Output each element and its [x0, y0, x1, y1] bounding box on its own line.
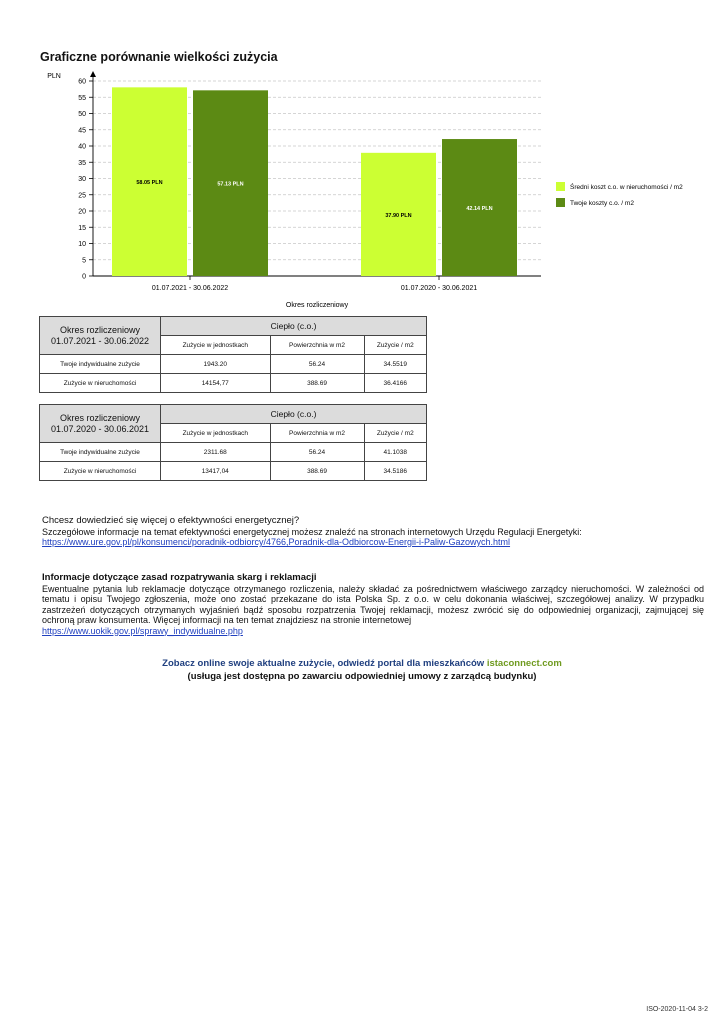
- portal-brand-link[interactable]: istaconnect.com: [486, 658, 562, 669]
- cell-value: 56.24: [270, 355, 364, 374]
- y-tick-label: 50: [78, 111, 86, 118]
- cell-value: 14154,77: [161, 374, 271, 393]
- period-cell: [40, 317, 161, 355]
- cell-value: 2311.68: [161, 443, 271, 462]
- column-header: Zużycie / m2: [364, 336, 426, 355]
- y-tick-label: 45: [78, 127, 86, 135]
- cell-value: 388.69: [270, 374, 364, 393]
- cell-value: 34.5186: [364, 462, 426, 481]
- cell-value: 1943.20: [161, 355, 271, 374]
- uokik-link[interactable]: https://www.uokik.gov.pl/sprawy_indywidualne.php: [42, 625, 243, 636]
- promo-text: Zobacz online swoje aktualne zużycie, odwiedź portal dla mieszkańców: [162, 658, 487, 669]
- document-code: ISO-2020-11-04 3-2: [646, 1006, 708, 1013]
- ure-link[interactable]: https://www.ure.gov.pl/pl/konsumenci/poradnik-odbiorcy/4766,Poradnik-dla-Odbiorcow-Energii-i-Paliw-Gazowych.html: [42, 537, 511, 547]
- table-row: [40, 443, 427, 462]
- legend-label: Średni koszt c.o. w nieruchomości / m2: [570, 184, 683, 191]
- legend-swatch: [556, 198, 565, 207]
- consumption-table-1: [39, 316, 427, 393]
- cell-value: 388.69: [270, 462, 364, 481]
- y-axis-arrow: [90, 71, 96, 77]
- bar-value-label: 58.05 PLN: [136, 180, 163, 187]
- y-tick-label: 40: [78, 143, 86, 151]
- portal-promo: [0, 658, 724, 682]
- x-tick-label: 01.07.2020 - 30.06.2021: [400, 285, 478, 292]
- table-row: [40, 462, 427, 481]
- y-tick-label: 35: [78, 159, 86, 167]
- row-label: Zużycie w nieruchomości: [40, 374, 161, 393]
- legend-label: Twoje koszty c.o. / m2: [570, 200, 634, 207]
- period-label: Okres rozliczeniowy: [59, 324, 141, 335]
- table-row: [40, 374, 427, 393]
- y-tick-label: 30: [78, 176, 86, 183]
- y-tick-label: 0: [82, 273, 86, 281]
- period-dates: 01.07.2021 - 30.06.2022: [50, 335, 150, 346]
- y-axis-label: PLN: [47, 73, 61, 80]
- column-header: Zużycie w jednostkach: [161, 336, 271, 355]
- column-header: Zużycie w jednostkach: [161, 424, 271, 443]
- consumption-bar-chart: [0, 0, 724, 320]
- heat-header: Ciepło (c.o.): [161, 317, 427, 336]
- page-title: Graficzne porównanie wielkości zużycia: [40, 50, 278, 64]
- period-cell: [40, 405, 161, 443]
- heat-header: Ciepło (c.o.): [161, 405, 427, 424]
- y-tick-label: 15: [78, 224, 86, 232]
- complaints-text: Ewentualne pytania lub reklamacje dotyczące otrzymanego rozliczenia, należy składać za pośrednictwem właściwego zarządcy nieruchomości. W zależności od tematu i opisu Twojego zgłoszenia, może ono zostać przekazane do ista Polska Sp. z o.o. w celu dokonania właściwej, szczegółowej analizy. W przypadku zastrzeżeń dotyczących otrzymanych wyjaśnień bądź sposobu rozpatrzenia Twojej reklamacji, możesz zwrócić się do odpowiedniej organizacji, zajmującej się ochroną praw konsumenta. Więcej informacji na ten temat znajdziesz na stronie internetowej: [42, 583, 704, 625]
- complaints-heading: Informacje dotyczące zasad rozpatrywania skarg i reklamacji: [42, 572, 317, 583]
- cell-value: 36.4166: [364, 374, 426, 393]
- bar-value-label: 57.13 PLN: [217, 181, 244, 188]
- y-tick-label: 5: [82, 257, 86, 265]
- period-dates: 01.07.2020 - 30.06.2021: [50, 423, 150, 434]
- efficiency-section: [42, 516, 704, 548]
- column-header: Zużycie / m2: [364, 424, 426, 443]
- row-label: Twoje indywidualne zużycie: [40, 443, 161, 462]
- cell-value: 41.1038: [364, 443, 426, 462]
- row-label: Twoje indywidualne zużycie: [40, 355, 161, 374]
- y-tick-label: 20: [78, 208, 86, 216]
- x-axis-label: Okres rozliczeniowy: [285, 302, 349, 309]
- promo-note: (usługa jest dostępna po zawarciu odpowiedniej umowy z zarządcą budynku): [187, 671, 537, 682]
- column-header: Powierzchnia w m2: [270, 424, 364, 443]
- consumption-table-2: [39, 404, 427, 481]
- efficiency-text: Szczegółowe informacje na temat efektywności energetycznej możesz znaleźć na stronach internetowych Urzędu Regulacji Energetyki:: [42, 526, 582, 537]
- cell-value: 56.24: [270, 443, 364, 462]
- efficiency-heading: Chcesz dowiedzieć się więcej o efektywności energetycznej?: [42, 515, 300, 526]
- y-tick-label: 60: [78, 78, 86, 86]
- cell-value: 13417,04: [161, 462, 271, 481]
- bar-value-label: 42.14 PLN: [466, 206, 493, 213]
- bar-value-label: 37.90 PLN: [385, 212, 412, 219]
- row-label: Zużycie w nieruchomości: [40, 462, 161, 481]
- table-row: [40, 355, 427, 374]
- y-tick-label: 10: [78, 241, 86, 248]
- complaints-section: [42, 573, 704, 636]
- cell-value: 34.5519: [364, 355, 426, 374]
- column-header: Powierzchnia w m2: [270, 336, 364, 355]
- x-tick-label: 01.07.2021 - 30.06.2022: [151, 285, 229, 292]
- y-tick-label: 25: [78, 192, 86, 200]
- period-label: Okres rozliczeniowy: [59, 412, 141, 423]
- y-tick-label: 55: [78, 94, 86, 102]
- legend-swatch: [556, 182, 565, 191]
